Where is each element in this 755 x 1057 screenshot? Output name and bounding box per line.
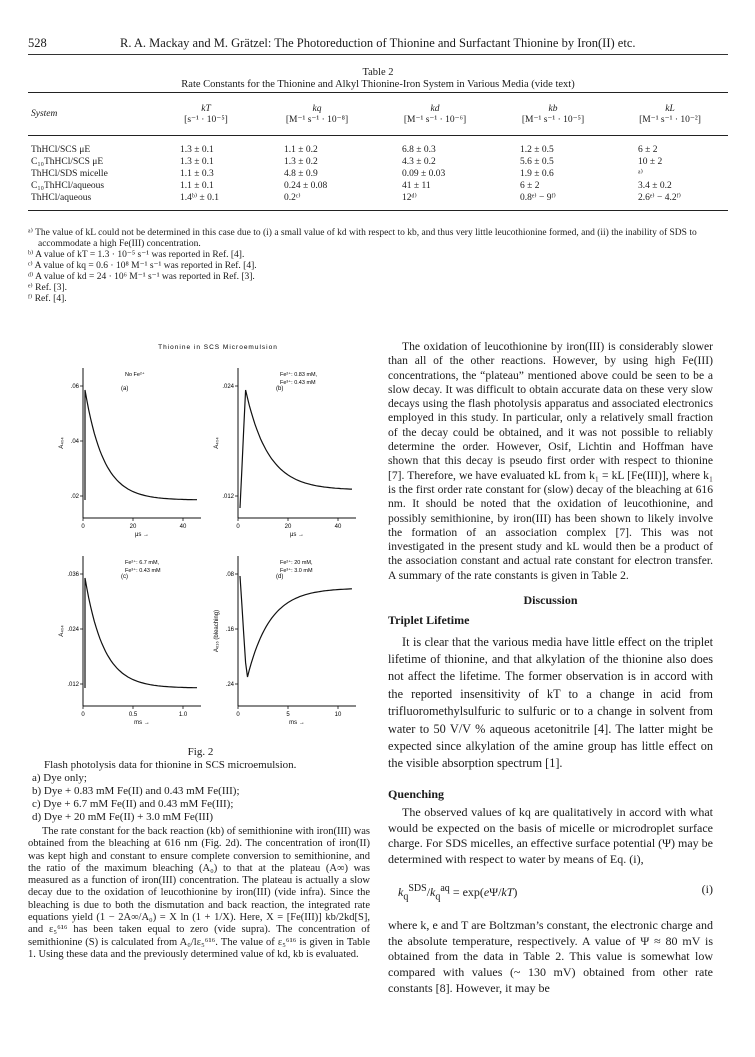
table-header-kt — [154, 93, 258, 136]
table-header-kd — [376, 93, 494, 136]
table-footnote: ᵈ⁾ A value of kd = 24 · 10⁶ M⁻¹ s⁻¹ was reported in Ref. [3]. — [28, 272, 255, 282]
panel-tag: (d) — [276, 574, 284, 580]
x-tick-label: 0 — [81, 712, 85, 718]
cell-value: 4.3 ± 0.2 — [402, 157, 436, 167]
y-axis-label: A₄₀₄ — [59, 625, 65, 637]
cell-value: 41 ± 11 — [402, 181, 431, 191]
concentration-label: Fe³⁺: 3.0 mM — [280, 568, 313, 574]
cell-value: 2.6ᵉ⁾ − 4.2ᶠ⁾ — [638, 193, 681, 203]
cell-value: 6 ± 2 — [638, 145, 658, 155]
y-tick-label: .036 — [67, 572, 79, 578]
figure-caption-item: b) Dye + 0.83 mM Fe(II) and 0.43 mM Fe(III); — [32, 785, 240, 797]
y-tick-label: .024 — [222, 384, 234, 390]
x-tick-label: 40 — [179, 524, 187, 530]
panel-tag: (a) — [121, 386, 129, 392]
cell-system: C₁₀ThHCl/aqueous — [31, 181, 105, 191]
cell-value: 0.09 ± 0.03 — [402, 169, 446, 179]
table-footnote: ᵉ⁾ Ref. [3]. — [28, 283, 68, 293]
table-footnote: ᶜ⁾ A value of kq = 0.6 · 10⁸ M⁻¹ s⁻¹ was reported in Ref. [4]. — [28, 261, 257, 271]
figure-title: Thionine in SCS Microemulsion — [158, 344, 278, 351]
cell-value: 1.9 ± 0.6 — [520, 169, 554, 179]
table-footnote: ᶠ⁾ Ref. [4]. — [28, 294, 67, 304]
y-axis-label: A₄₀₄ — [214, 437, 220, 449]
column-symbol: kL — [665, 103, 675, 114]
paragraph-psi: where k, e and T are Boltzman’s constant, the electronic charge and the absolute temperature, respectively. A value of Ψ ≈ 80 mV is obtained from the data in Table 2. This value is somewhat low compared with values (~ 130 mV) obtained from other rate constants [8]. However, it may be — [388, 918, 713, 995]
cell-value: 6.8 ± 0.3 — [402, 145, 436, 155]
cell-system: ThHCl/SDS micelle — [31, 169, 108, 179]
x-tick-label: 40 — [334, 524, 342, 530]
cell-value: 1.3 ± 0.1 — [180, 157, 214, 167]
concentration-label: Fe²⁺: 20 mM, — [280, 560, 313, 566]
header-rule — [28, 54, 728, 55]
cell-system: ThHCl/aqueous — [31, 193, 92, 203]
paragraph-leucothionine: The oxidation of leucothionine by iron(III) is considerably slower than all of the other reactions. However, by using high Fe(III) concentrations, the “plateau” mentioned above could be seen to be a slow decay. It was difficult to obtain accurate data on these very slow decays using the flash photolysis apparatus and associated electronics employed in this study. In particular, only a relatively small fraction of the decay could be obtained, and it was not possible to reliably determine the order. However, Osif, Lichtin and Hoffman have shown that this decay is pseudo first order with respect to thionine [7]. Therefore, we have evaluated kL from k₁ = kL [Fe(III)], where k₁ is the first order rate constant for (slow) decay of the bleaching at 616 nm. It should be noted that the oxidation of leucothionine, and possibly semithionine, by iron(III) has been shown to likely involve the formation of an association complex [7]. This was not investigated in the present study and kL would then be a product of the association constant and actual rate constant for electron transfer. A summary of the rate constants is given in Table 2. — [388, 340, 713, 582]
figure-2-plots — [58, 338, 358, 738]
cell-value: 1.3 ± 0.2 — [284, 157, 318, 167]
cell-value: 0.2ᶜ⁾ — [284, 193, 301, 203]
figure-caption-item: a) Dye only; — [32, 772, 87, 784]
column-symbol: kd — [430, 103, 440, 114]
table-header-row — [28, 93, 728, 136]
table-row — [28, 168, 728, 180]
trace-curve — [240, 390, 352, 508]
x-axis-label: μs → — [289, 532, 305, 538]
column-unit: [s⁻¹ · 10⁻⁵] — [184, 114, 228, 125]
y-tick-label: .012 — [222, 494, 234, 500]
y-tick-label: .06 — [70, 384, 79, 390]
running-head: R. A. Mackay and M. Grätzel: The Photoreduction of Thionine and Surfactant Thionine by Iron(II) etc. — [120, 36, 636, 50]
heading-triplet-lifetime: Triplet Lifetime — [388, 613, 470, 628]
paragraph-kb: The rate constant for the back reaction (kb) of semithionine with iron(III) was obtained from the bleaching at 616 nm (Fig. 2d). The concentration of iron(II) was kept high and constant to ensure complete conversion to semithionine, and the ratio of the maximum bleaching (A₀) to that at the plateau (A∞) was measured as a function of iron(III) concentration. The plateau is actually a slow decay due to the oxidation of leucothionine by iron(III) (vide infra). Since the bleaching is due to both the dismutation and back reaction, the integrated rate equations yield (1 − 2A∞/A₀) = X ln (1 + 1/X). Here, X = [Fe(III)] kb/2kd[S], and ε₅⁶¹⁶ has been taken equal to zero (vide supra). The concentration of semithionine (S) is calculated from A₀/lε₅⁶¹⁶. The value of ε₅⁶¹⁶ is given in Table 1. Using these data and the previously determined value of kd, kb is evaluated. — [28, 826, 370, 960]
x-tick-label: 10 — [334, 712, 342, 718]
figure-caption-label: Fig. 2 — [187, 746, 214, 758]
equation-body: $k_q^{SDS}/k_q^{aq} = \exp(e\Psi/kT)$ — [398, 882, 518, 902]
table-footnote: ᵃ⁾ The value of kL could not be determined in this case due to (i) a small value of kd with respect to kb, and thus very little leucothionine formed, and (ii) the inability of SDS to accommodate a high Fe(III) concentration. — [28, 228, 697, 249]
table-header-kl — [612, 93, 728, 136]
paragraph-triplet: It is clear that the various media have little effect on the triplet lifetime of thionine, and that alkylation of the thionine also does not affect the lifetime. The former observation is in accord with the reported insensitivity of kT to a change in acid from trifluoromethylsulfuric to sulfuric or to a change in solvent from water to 50 V/V % aqueous acetonitrile [4]. The latter might be expected since alkylation of the amine group has little effect on the visible absorption spectrum [1]. — [388, 634, 713, 771]
cell-value: 1.4ᵇ⁾ ± 0.1 — [180, 193, 219, 203]
x-axis-label: ms → — [134, 720, 150, 726]
y-tick-label: .024 — [67, 627, 79, 633]
x-axis-label: μs → — [134, 532, 150, 538]
table-header-kb — [494, 93, 612, 136]
table-footnotes — [28, 228, 728, 305]
panel-tag: (b) — [276, 386, 284, 392]
y-tick-label: .16 — [225, 627, 234, 633]
x-tick-label: 20 — [129, 524, 137, 530]
column-unit: [M⁻¹ s⁻¹ · 10⁻²] — [639, 114, 701, 125]
concentration-label: Fe³⁺: 0.43 mM — [125, 568, 161, 574]
rate-constants-table — [28, 92, 728, 211]
x-tick-label: 0.5 — [128, 712, 138, 718]
paragraph-quenching: The observed values of kq are qualitatively in accord with what would be expected on the basis of micelle or microdroplet surface charge. For SDS micelles, an effective surface potential (Ψ) may be determined with respect to water by means of Eq. (i), — [388, 805, 713, 866]
table-row — [28, 192, 728, 211]
left-column-text — [28, 826, 370, 961]
x-tick-label: 5 — [286, 712, 290, 718]
cell-value: 0.8ᵉ⁾ − 9ᶠ⁾ — [520, 193, 556, 203]
y-tick-label: .012 — [67, 682, 79, 688]
x-tick-label: 20 — [284, 524, 292, 530]
table-row — [28, 180, 728, 192]
concentration-label: Fe²⁺: 6.7 mM, — [125, 560, 160, 566]
cell-value: 6 ± 2 — [520, 181, 540, 191]
table-caption: Rate Constants for the Thionine and Alkyl Thionine-Iron System in Various Media (vide text) — [181, 79, 575, 90]
cell-value: 3.4 ± 0.2 — [638, 181, 672, 191]
trace-curve — [85, 578, 197, 688]
column-unit: [M⁻¹ s⁻¹ · 10⁻⁸] — [285, 114, 349, 125]
cell-value: 1.1 ± 0.1 — [180, 181, 214, 191]
heading-discussion: Discussion — [523, 593, 578, 608]
x-tick-label: 1.0 — [178, 712, 188, 718]
table-header-kq — [258, 93, 376, 136]
table-body — [28, 136, 728, 211]
trace-curve — [85, 390, 197, 500]
x-tick-label: 0 — [81, 524, 85, 530]
figure-caption-item: c) Dye + 6.7 mM Fe(II) and 0.43 mM Fe(III); — [32, 798, 234, 810]
cell-system: ThHCl/SCS μE — [31, 145, 91, 155]
column-symbol: kT — [201, 103, 211, 114]
cell-value: ᵃ⁾ — [638, 169, 643, 179]
figure-caption-item: d) Dye + 20 mM Fe(II) + 3.0 mM Fe(III) — [32, 811, 214, 823]
table-footnote: ᵇ⁾ A value of kT = 1.3 · 10⁻⁵ s⁻¹ was reported in Ref. [4]. — [28, 250, 245, 260]
right-column-text — [388, 340, 713, 996]
concentration-label: No Fe²⁺ — [125, 372, 145, 378]
heading-quenching: Quenching — [388, 786, 445, 801]
cell-value: 1.1 ± 0.3 — [180, 169, 214, 179]
column-unit: [M⁻¹ s⁻¹ · 10⁻⁵] — [521, 114, 585, 125]
table-row — [28, 136, 728, 157]
figure-caption-text: Flash photolysis data for thionine in SCS microemulsion. — [44, 759, 297, 771]
table-label: Table 2 — [362, 67, 394, 78]
y-tick-label: .04 — [70, 439, 79, 445]
y-axis-label: A₆₁₆ (bleaching) — [214, 609, 220, 653]
cell-value: 5.6 ± 0.5 — [520, 157, 554, 167]
table-row — [28, 156, 728, 168]
cell-system: C₁₀ThHCl/SCS μE — [31, 157, 104, 167]
y-tick-label: .02 — [70, 494, 79, 500]
y-tick-label: .24 — [225, 682, 234, 688]
x-axis-label: ms → — [289, 720, 305, 726]
y-tick-label: .08 — [225, 572, 234, 578]
x-tick-label: 0 — [236, 712, 240, 718]
figure-caption — [28, 746, 373, 824]
panel-tag: (c) — [121, 574, 128, 580]
column-unit: [M⁻¹ s⁻¹ · 10⁻⁶] — [403, 114, 467, 125]
figure-2 — [58, 338, 358, 738]
cell-value: 1.2 ± 0.5 — [520, 145, 554, 155]
column-symbol: System — [31, 109, 58, 119]
concentration-label: Fe²⁺: 0.83 mM, — [280, 372, 318, 378]
page-number: 528 — [28, 36, 47, 50]
x-tick-label: 0 — [236, 524, 240, 530]
column-symbol: kb — [548, 103, 558, 114]
table-header-system — [28, 93, 154, 136]
concentration-label: Fe³⁺: 0.43 mM — [280, 380, 316, 386]
cell-value: 10 ± 2 — [638, 157, 663, 167]
cell-value: 12ᵈ⁾ — [402, 193, 417, 203]
trace-curve — [240, 576, 352, 677]
cell-value: 1.3 ± 0.1 — [180, 145, 214, 155]
equation-number: (i) — [701, 881, 713, 896]
column-symbol: kq — [312, 103, 322, 114]
cell-value: 0.24 ± 0.08 — [284, 181, 328, 191]
equation-i — [388, 882, 713, 905]
cell-value: 4.8 ± 0.9 — [284, 169, 318, 179]
y-axis-label: A₄₀₄ — [59, 437, 65, 449]
cell-value: 1.1 ± 0.2 — [284, 145, 318, 155]
